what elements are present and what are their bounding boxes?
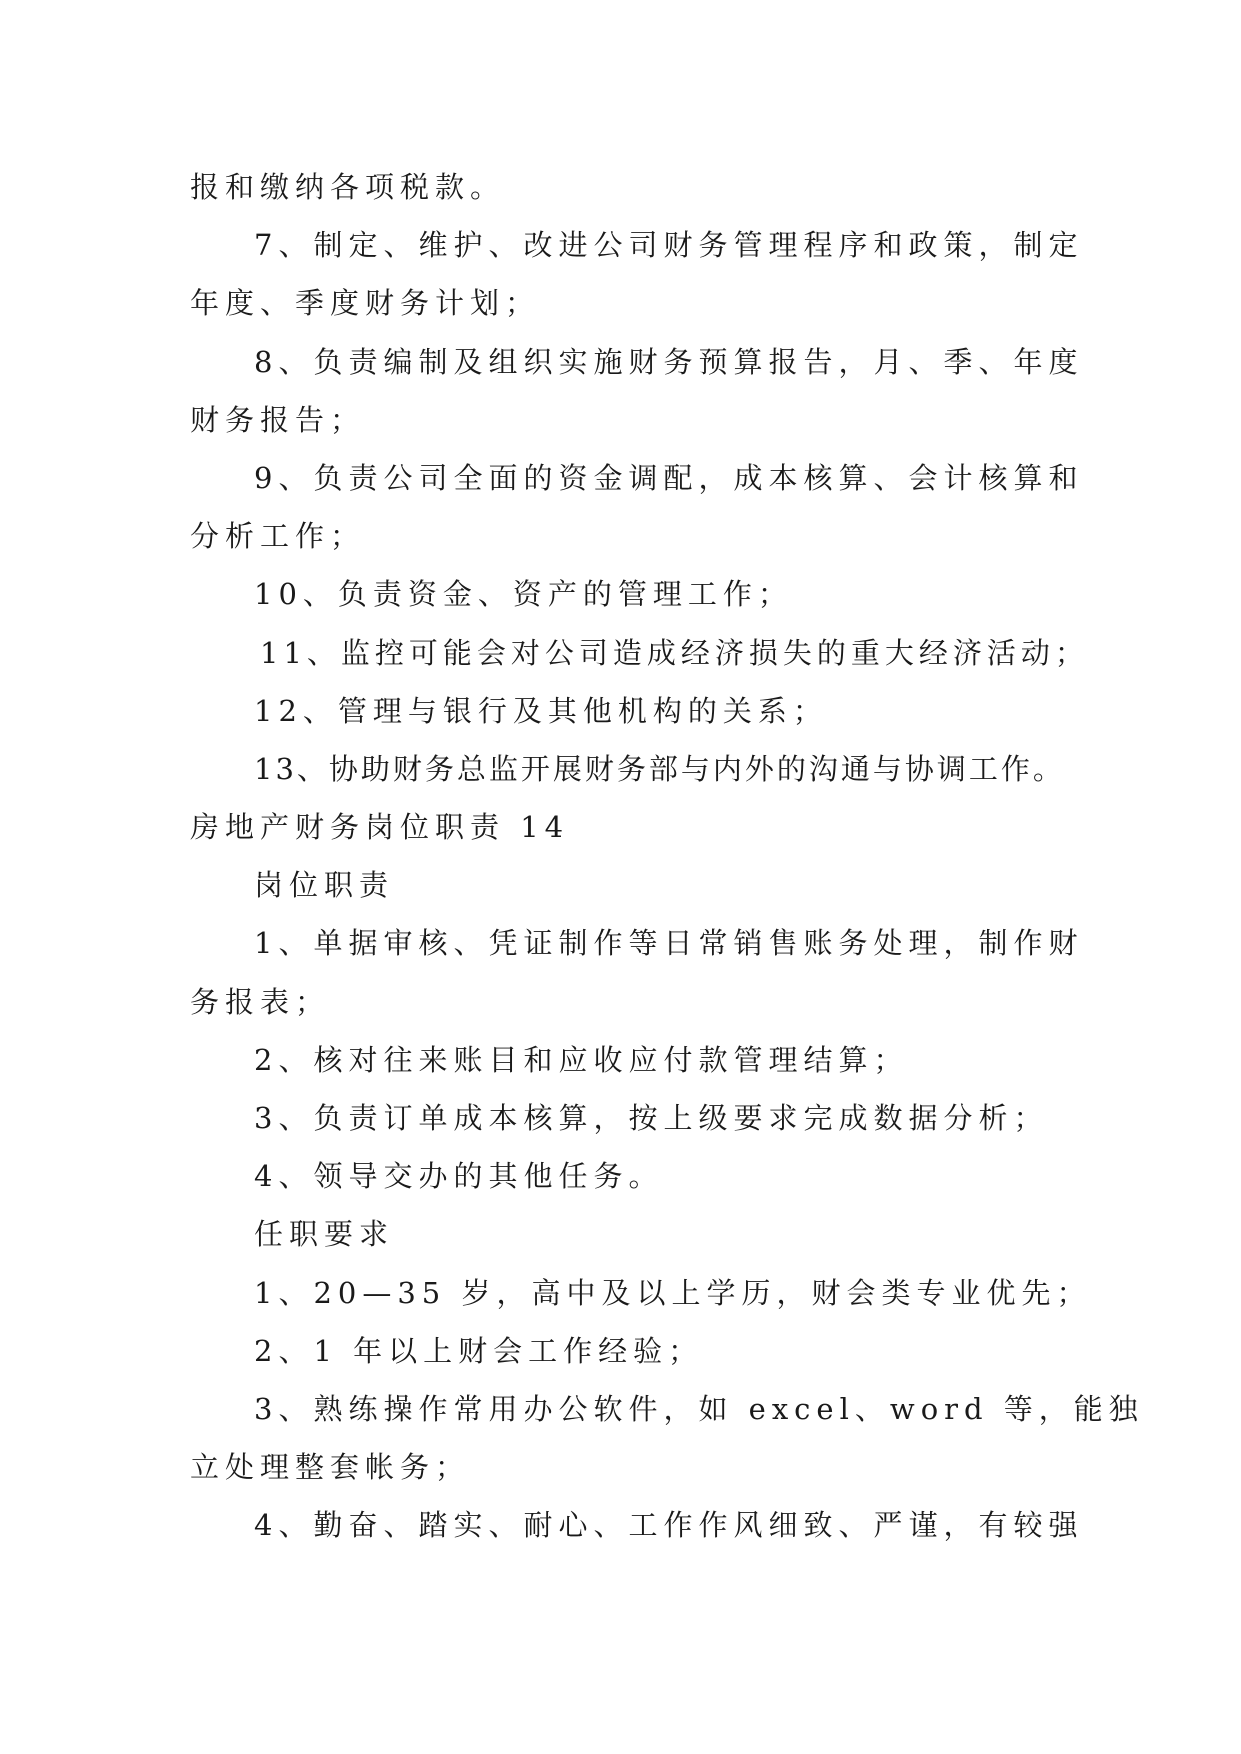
paragraph-line: 立处理整套帐务； (190, 1450, 471, 1485)
requirement-item-2: 2、1 年以上财会工作经验； (254, 1333, 704, 1368)
subheading-requirements: 任职要求 (254, 1217, 395, 1252)
paragraph-line: 年度、季度财务计划； (190, 286, 541, 321)
list-item-9: 9、负责公司全面的资金调配，成本核算、会计核算和 (254, 460, 1084, 495)
list-item-10: 10、负责资金、资产的管理工作； (254, 577, 793, 612)
list-item-7: 7、制定、维护、改进公司财务管理程序和政策，制定 (254, 228, 1084, 263)
subheading-duties: 岗位职责 (254, 868, 395, 903)
duty-item-4: 4、领导交办的其他任务。 (254, 1159, 664, 1194)
requirement-item-3: 3、熟练操作常用办公软件，如 excel、word 等，能独 (254, 1391, 1144, 1426)
section-heading: 房地产财务岗位职责 14 (190, 810, 570, 845)
list-item-12: 12、管理与银行及其他机构的关系； (254, 693, 828, 728)
paragraph-line: 务报表； (190, 984, 331, 1019)
list-item-13: 13、协助财务总监开展财务部与内外的沟通与协调工作。 (254, 751, 1065, 786)
list-item-8: 8、负责编制及组织实施财务预算报告，月、季、年度 (254, 344, 1084, 379)
paragraph-line: 财务报告； (190, 402, 366, 437)
duty-item-1: 1、单据审核、凭证制作等日常销售账务处理，制作财 (254, 926, 1084, 961)
paragraph-line: 报和缴纳各项税款。 (190, 170, 506, 204)
duty-item-3: 3、负责订单成本核算，按上级要求完成数据分析； (254, 1101, 1049, 1135)
requirement-item-4: 4、勤奋、踏实、耐心、工作作风细致、严谨，有较强 (254, 1508, 1084, 1543)
list-item-11: 11、监控可能会对公司造成经济损失的重大经济活动； (260, 635, 1089, 670)
duty-item-2: 2、核对往来账目和应收应付款管理结算； (254, 1042, 909, 1077)
requirement-item-1: 1、20—35 岁，高中及以上学历，财会类专业优先； (254, 1275, 1092, 1310)
document-body (190, 158, 1144, 1555)
paragraph-line: 分析工作； (190, 519, 366, 554)
